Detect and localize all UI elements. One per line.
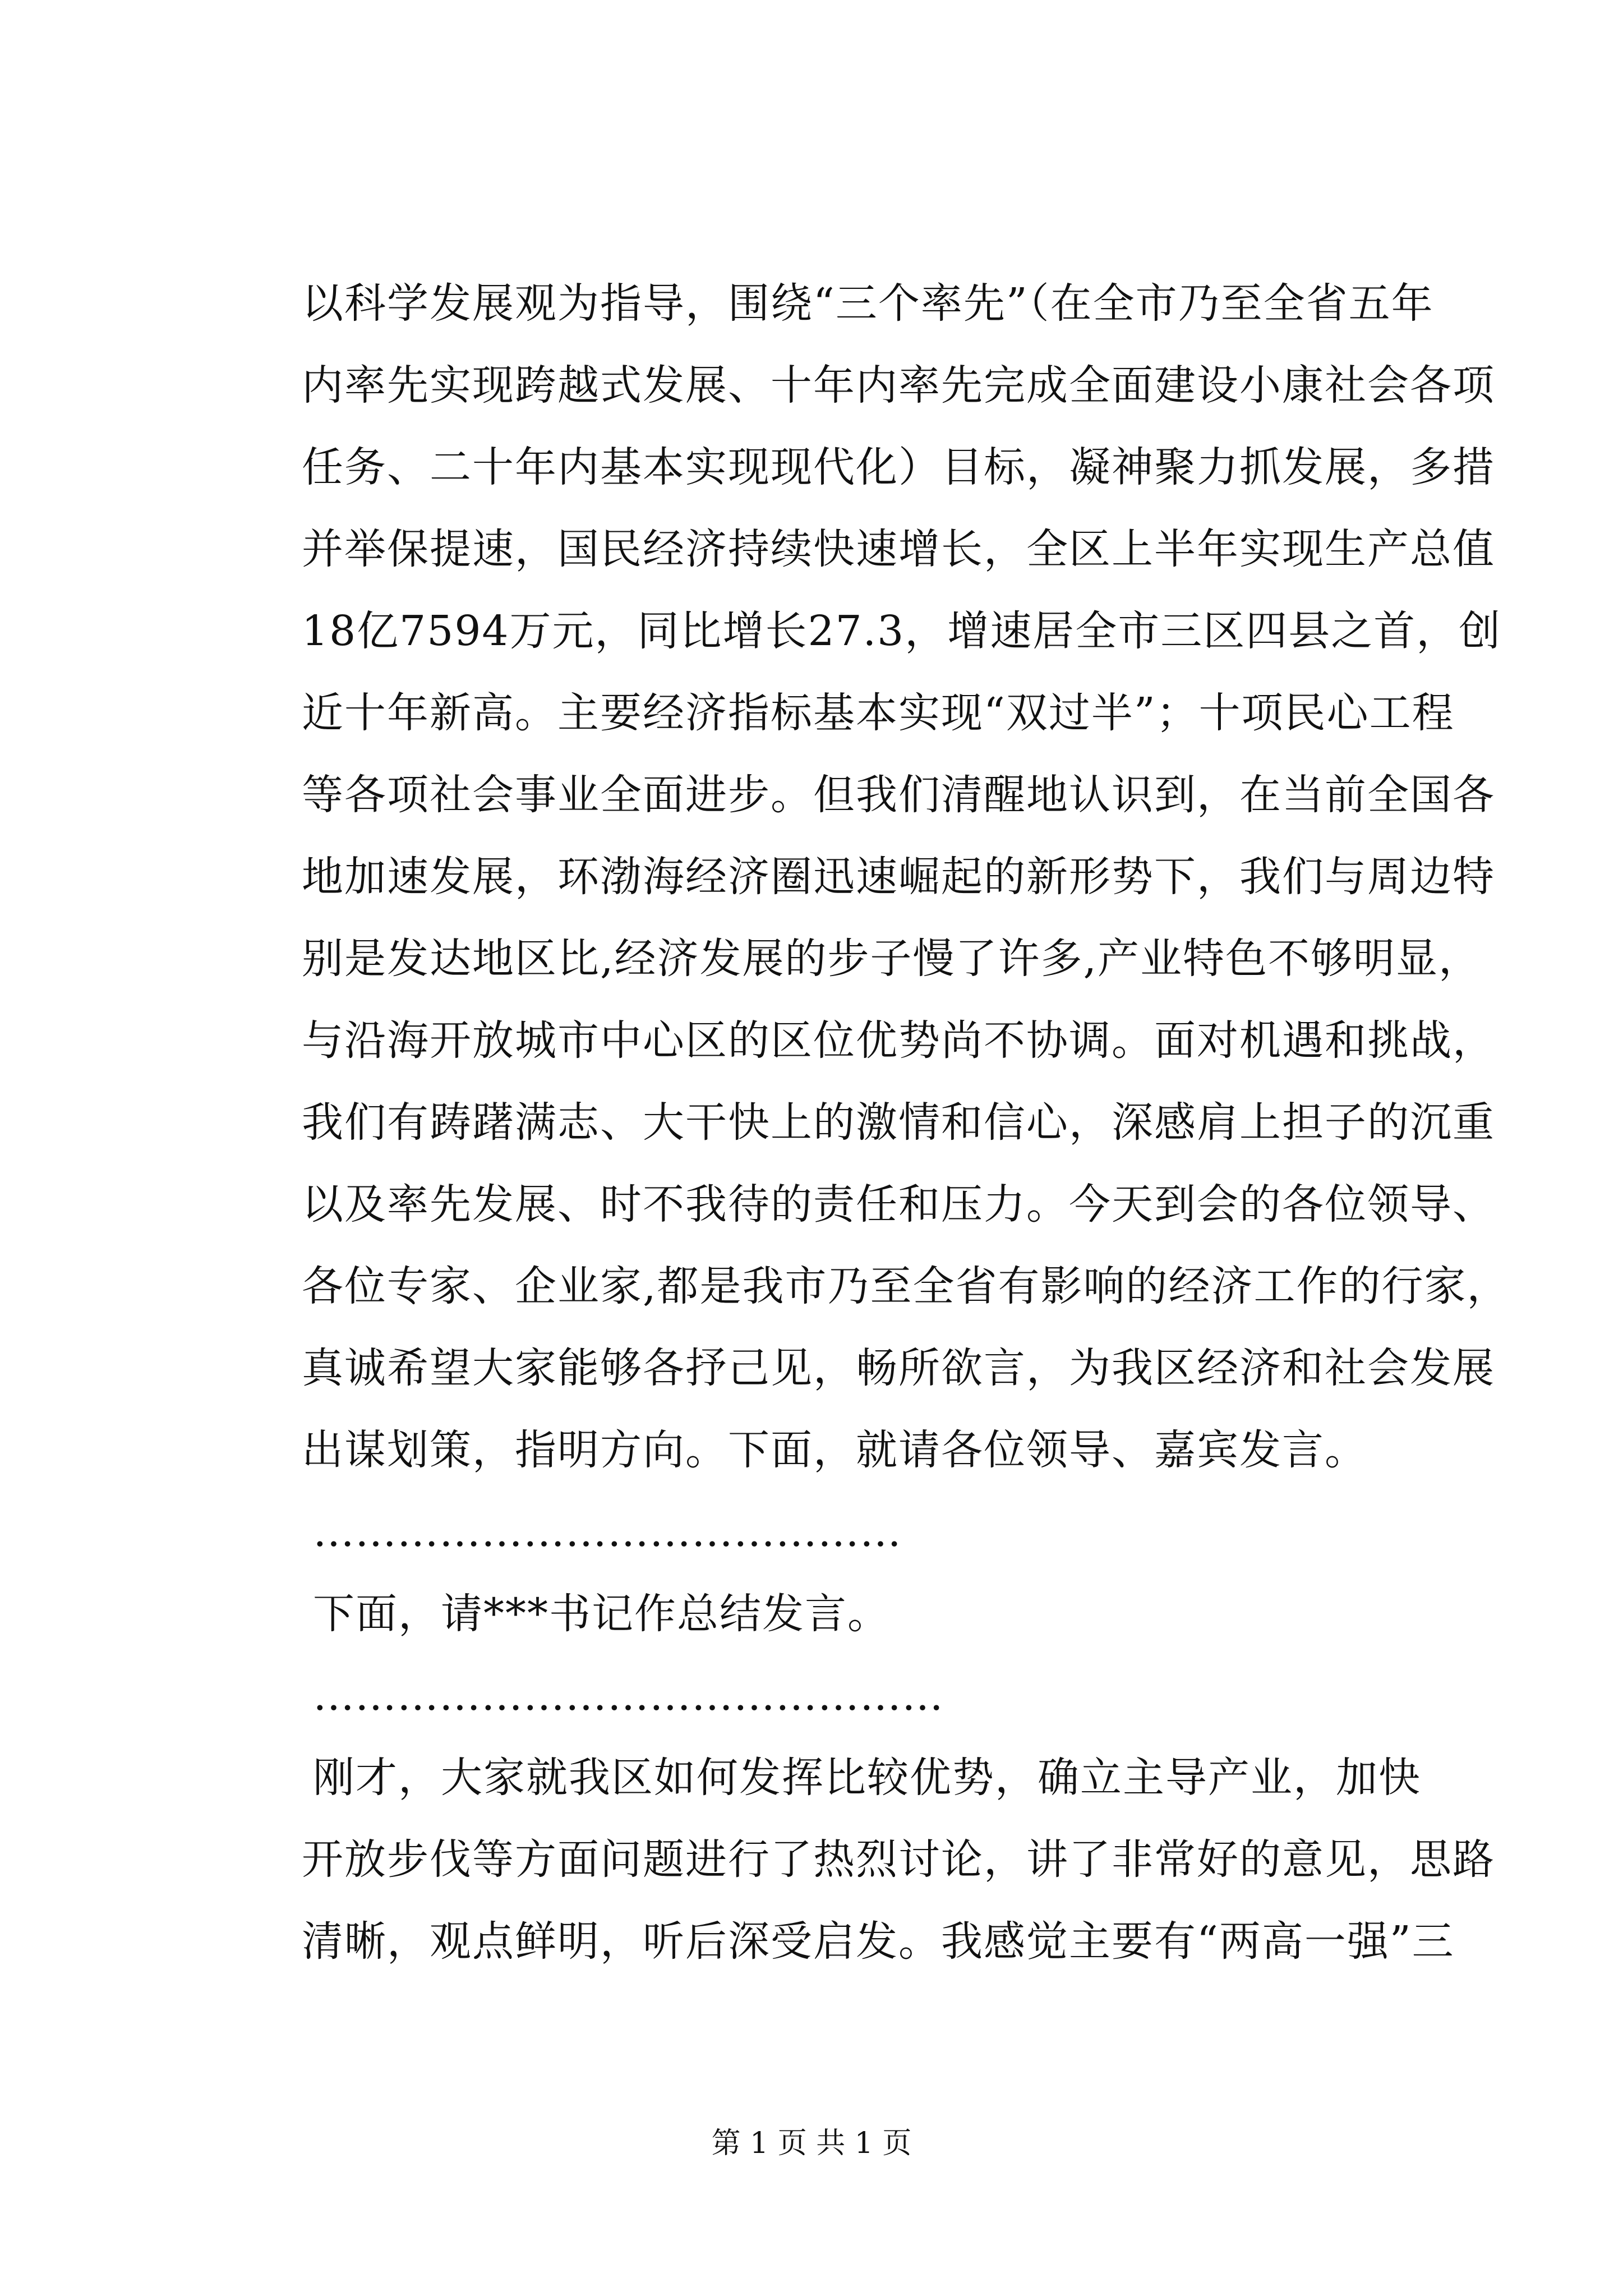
ellipsis-separator: ……………………………………… <box>313 1672 944 1720</box>
paragraph-line: 开放步伐等方面问题进行了热烈讨论，讲了非常好的意见，思路 <box>302 1835 1495 1884</box>
paragraph-line: 任务、二十年内基本实现现代化）目标，凝神聚力抓发展，多措 <box>302 443 1495 491</box>
paragraph-line: 18亿7594万元，同比增长27.3，增速居全市三区四县之首，创 <box>302 607 1502 655</box>
summary-line: 下面，请***书记作总结发言。 <box>313 1590 890 1638</box>
page-footer: 第 1 页 共 1 页 <box>711 2127 912 2160</box>
paragraph-line: 地加速发展，环渤海经济圈迅速崛起的新形势下，我们与周边特 <box>302 853 1495 901</box>
ellipsis-separator: …………………………………… <box>313 1508 902 1556</box>
paragraph-line: 以及率先发展、时不我待的责任和压力。今天到会的各位领导、 <box>302 1180 1495 1228</box>
paragraph-line: 别是发达地区比,经济发展的步子慢了许多,产业特色不够明显， <box>302 935 1482 983</box>
paragraph-line: 刚才，大家就我区如何发挥比较优势，确立主导产业，加快 <box>313 1754 1421 1802</box>
paragraph-line: 内率先实现跨越式发展、十年内率先完成全面建设小康社会各项 <box>302 361 1495 409</box>
paragraph-line: 等各项社会事业全面进步。但我们清醒地认识到，在当前全国各 <box>302 771 1495 819</box>
paragraph-line: 各位专家、企业家,都是我市乃至全省有影响的经济工作的行家， <box>302 1262 1510 1310</box>
document-body <box>302 263 1510 1982</box>
paragraph-line: 清晰，观点鲜明，听后深受启发。我感觉主要有“两高一强”三 <box>302 1917 1455 1966</box>
paragraph-line: 真诚希望大家能够各抒己见，畅所欲言，为我区经济和社会发展 <box>302 1344 1495 1392</box>
paragraph-line: 出谋划策，指明方向。下面，就请各位领导、嘉宾发言。 <box>302 1426 1367 1474</box>
paragraph-line: 与沿海开放城市中心区的区位优势尚不协调。面对机遇和挑战， <box>302 1016 1495 1065</box>
paragraph-line: 近十年新高。主要经济指标基本实现“双过半”；十项民心工程 <box>302 689 1455 737</box>
paragraph-line: 并举保提速，国民经济持续快速增长，全区上半年实现生产总值 <box>302 525 1495 573</box>
paragraph-line: 我们有踌躇满志、大干快上的激情和信心，深感肩上担子的沉重 <box>302 1098 1495 1147</box>
paragraph-line: 以科学发展观为指导，围绕“三个率先”（在全市乃至全省五年 <box>302 279 1434 328</box>
